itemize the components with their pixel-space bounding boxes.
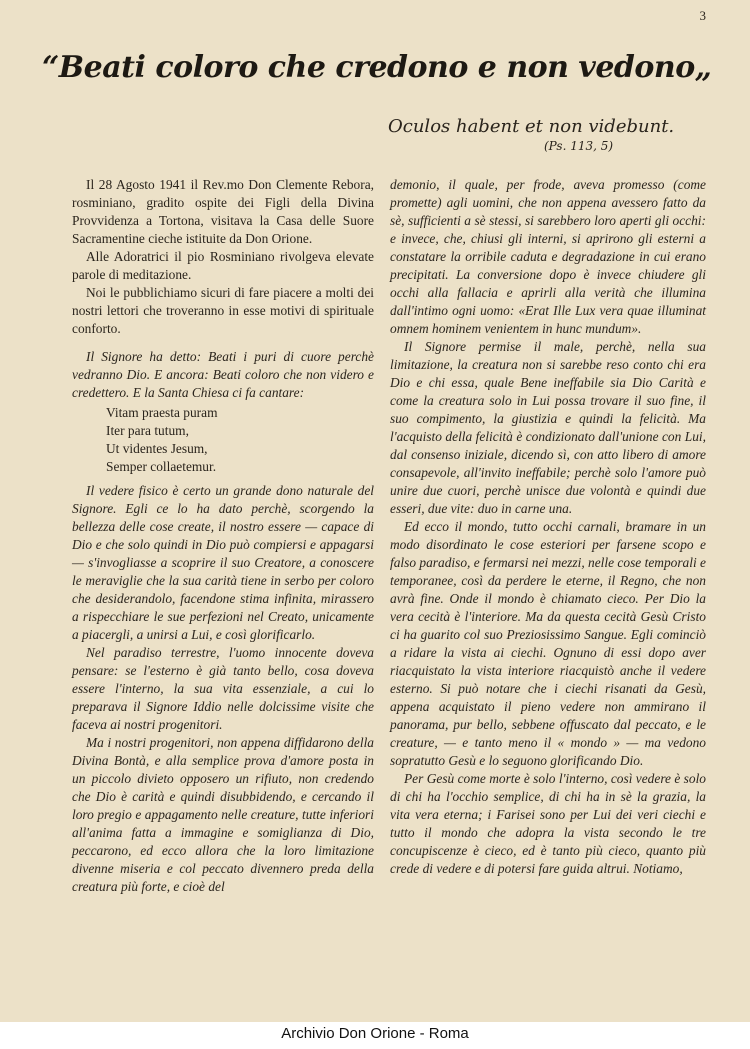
- hymn-verse: [106, 404, 374, 476]
- epigraph-reference: (Ps. 113, 5): [544, 139, 614, 153]
- verse-line: Semper collaetemur.: [106, 459, 217, 474]
- lead-paragraph: Il Signore ha detto: Beati i puri di cuore perchè vedranno Dio. E ancora: Beati coloro che non videro e credettero. E la Santa Chiesa ci fa cantare:: [72, 349, 374, 400]
- article-title: “Beati coloro che credono e non vedono„: [42, 50, 712, 85]
- verse-line: Ut videntes Jesum,: [106, 441, 208, 456]
- left-column: [72, 176, 374, 896]
- verse-line: Vitam praesta puram: [106, 405, 218, 420]
- body-paragraph: Ed ecco il mondo, tutto occhi carnali, bramare in un modo disordinato le cose esteriori per farsene scopo e falso paradiso, e fermarsi nei mezzi, nelle cose temporali e temporanee, così da perdere le eterne, il Regno, che non avrà fine. Onde il mondo è chiamato cieco. Per Dio la vera cecità è l'interiore. Ma da questa cecità Gesù Cristo ci ha guarito col suo Preziosissimo Sangue. Egli cominciò a ridare la vista ai ciechi. Ognuno di essi dopo aver riacquistato la vista interiore riacquistò anche il vedere esterno. Si può notare che i ciechi risanati da Gesù, appena acquistato il pieno vedere non ammirano il panorama, pur bello, sebbene offuscato dal peccato, e le creature, — e tanto meno il « mondo » — ma vedono sopratutto Gesù e lo seguono glorificando Dio.: [390, 519, 706, 768]
- page-number: 3: [699, 8, 706, 23]
- body-paragraph: Ma i nostri progenitori, non appena diffidarono della Divina Bontà, e alla semplice prova d'amore posta in un piccolo divieto opposero un rifiuto, non credendo che Dio è carità e quindi disubbidendo, e cercando il loro pregio e appagamento nelle creature, tutte inferiori all'anima fatta a immagine e somiglianza di Dio, peccarono, ed ecco allora che la loro limitazione divenne miseria e col peccato divennero preda della creatura più forte, e cioè del: [72, 735, 374, 894]
- intro-paragraph: Alle Adoratrici il pio Rosminiano rivolgeva elevate parole di meditazione.: [72, 249, 374, 282]
- footer-text: Archivio Don Orione - Roma: [281, 1025, 469, 1042]
- epigraph-text: Oculos habent et non videbunt.: [388, 116, 675, 137]
- body-paragraph: demonio, il quale, per frode, aveva promesso (come promette) agli uomini, che non appena avessero fatto da sè, sufficienti a sè stessi, si sarebbero loro aperti gli occhi: e invece, che, chiusi gli interni, si aprirono gli esterni a constatare la orribile caduta e degradazione in cui erano precipitati. La conversione dopo è invece chiudere gli occhi alla fallacia e aprirli alla verità che illumina dall'intimo ogni uomo: «Erat Ille Lux vera quae illuminat omnem hominem venientem in hunc mundum».: [390, 177, 706, 336]
- verse-line: Iter para tutum,: [106, 423, 189, 438]
- body-paragraph: Per Gesù come morte è solo l'interno, così vedere è solo di chi ha l'occhio semplice, di chi ha in sè la grazia, la vita vera eterna; i Farisei sono per Lui dei veri ciechi e tutto il mondo che adopra la vista secondo le tre concupiscenze è cieco, ed è tanto più cieco, quanto più crede di vedere e di potersi fare guida altrui. Notiamo,: [390, 771, 706, 876]
- body-paragraph: Il Signore permise il male, perchè, nella sua limitazione, la creatura non si sarebbe reso conto chi era Dio e chi essa, quale Bene ineffabile sia Dio Carità e come la creatura solo in Lui possa trovare il suo fine, il suo compimento, la giustizia e quindi la felicità. Ma l'acquisto della felicità è condizionato dall'unione con Lui, dal consenso iniziale, dicendo sì, con atto libero di amore consapevole, all'invito ineffabile; perchè solo l'amore può unire due cuori, perchè unisce due volontà e quindi due esseri, due vite: duo in carne una.: [390, 339, 706, 516]
- intro-paragraph: Il 28 Agosto 1941 il Rev.mo Don Clemente Rebora, rosminiano, gradito ospite dei Figli della Divina Provvidenza a Tortona, visitava la Casa delle Suore Sacramentine cieche istituite da Don Orione.: [72, 177, 374, 246]
- intro-paragraph: Noi le pubblichiamo sicuri di fare piacere a molti dei nostri lettori che troveranno in esse motivi di spirituale conforto.: [72, 285, 374, 336]
- epigraph: [388, 116, 708, 153]
- archive-footer: [0, 1022, 750, 1049]
- body-paragraph: Nel paradiso terrestre, l'uomo innocente doveva pensare: se l'esterno è già tanto bello, cosa doveva essere l'interno, la sua vita essenziale, a cui lo preparava il Signore Iddio nelle dolcissime visite che faceva ai nostri progenitori.: [72, 645, 374, 732]
- right-column: [390, 176, 706, 878]
- body-paragraph: Il vedere fisico è certo un grande dono naturale del Signore. Egli ce lo ha dato perchè, scorgendo la bellezza delle cose create, il nostro essere — capace di Dio e che solo quindi in Dio può compiersi e appagarsi — s'invogliasse a scoprire il suo Creatore, a conoscere le meraviglie che la sua carità tiene in serbo per coloro che desiderandolo, facendone stima infinita, mirassero a rispecchiare le sue perfezioni nel Creato, unicamente a piacergli, a unirsi a Lui, e così glorificarlo.: [72, 483, 374, 642]
